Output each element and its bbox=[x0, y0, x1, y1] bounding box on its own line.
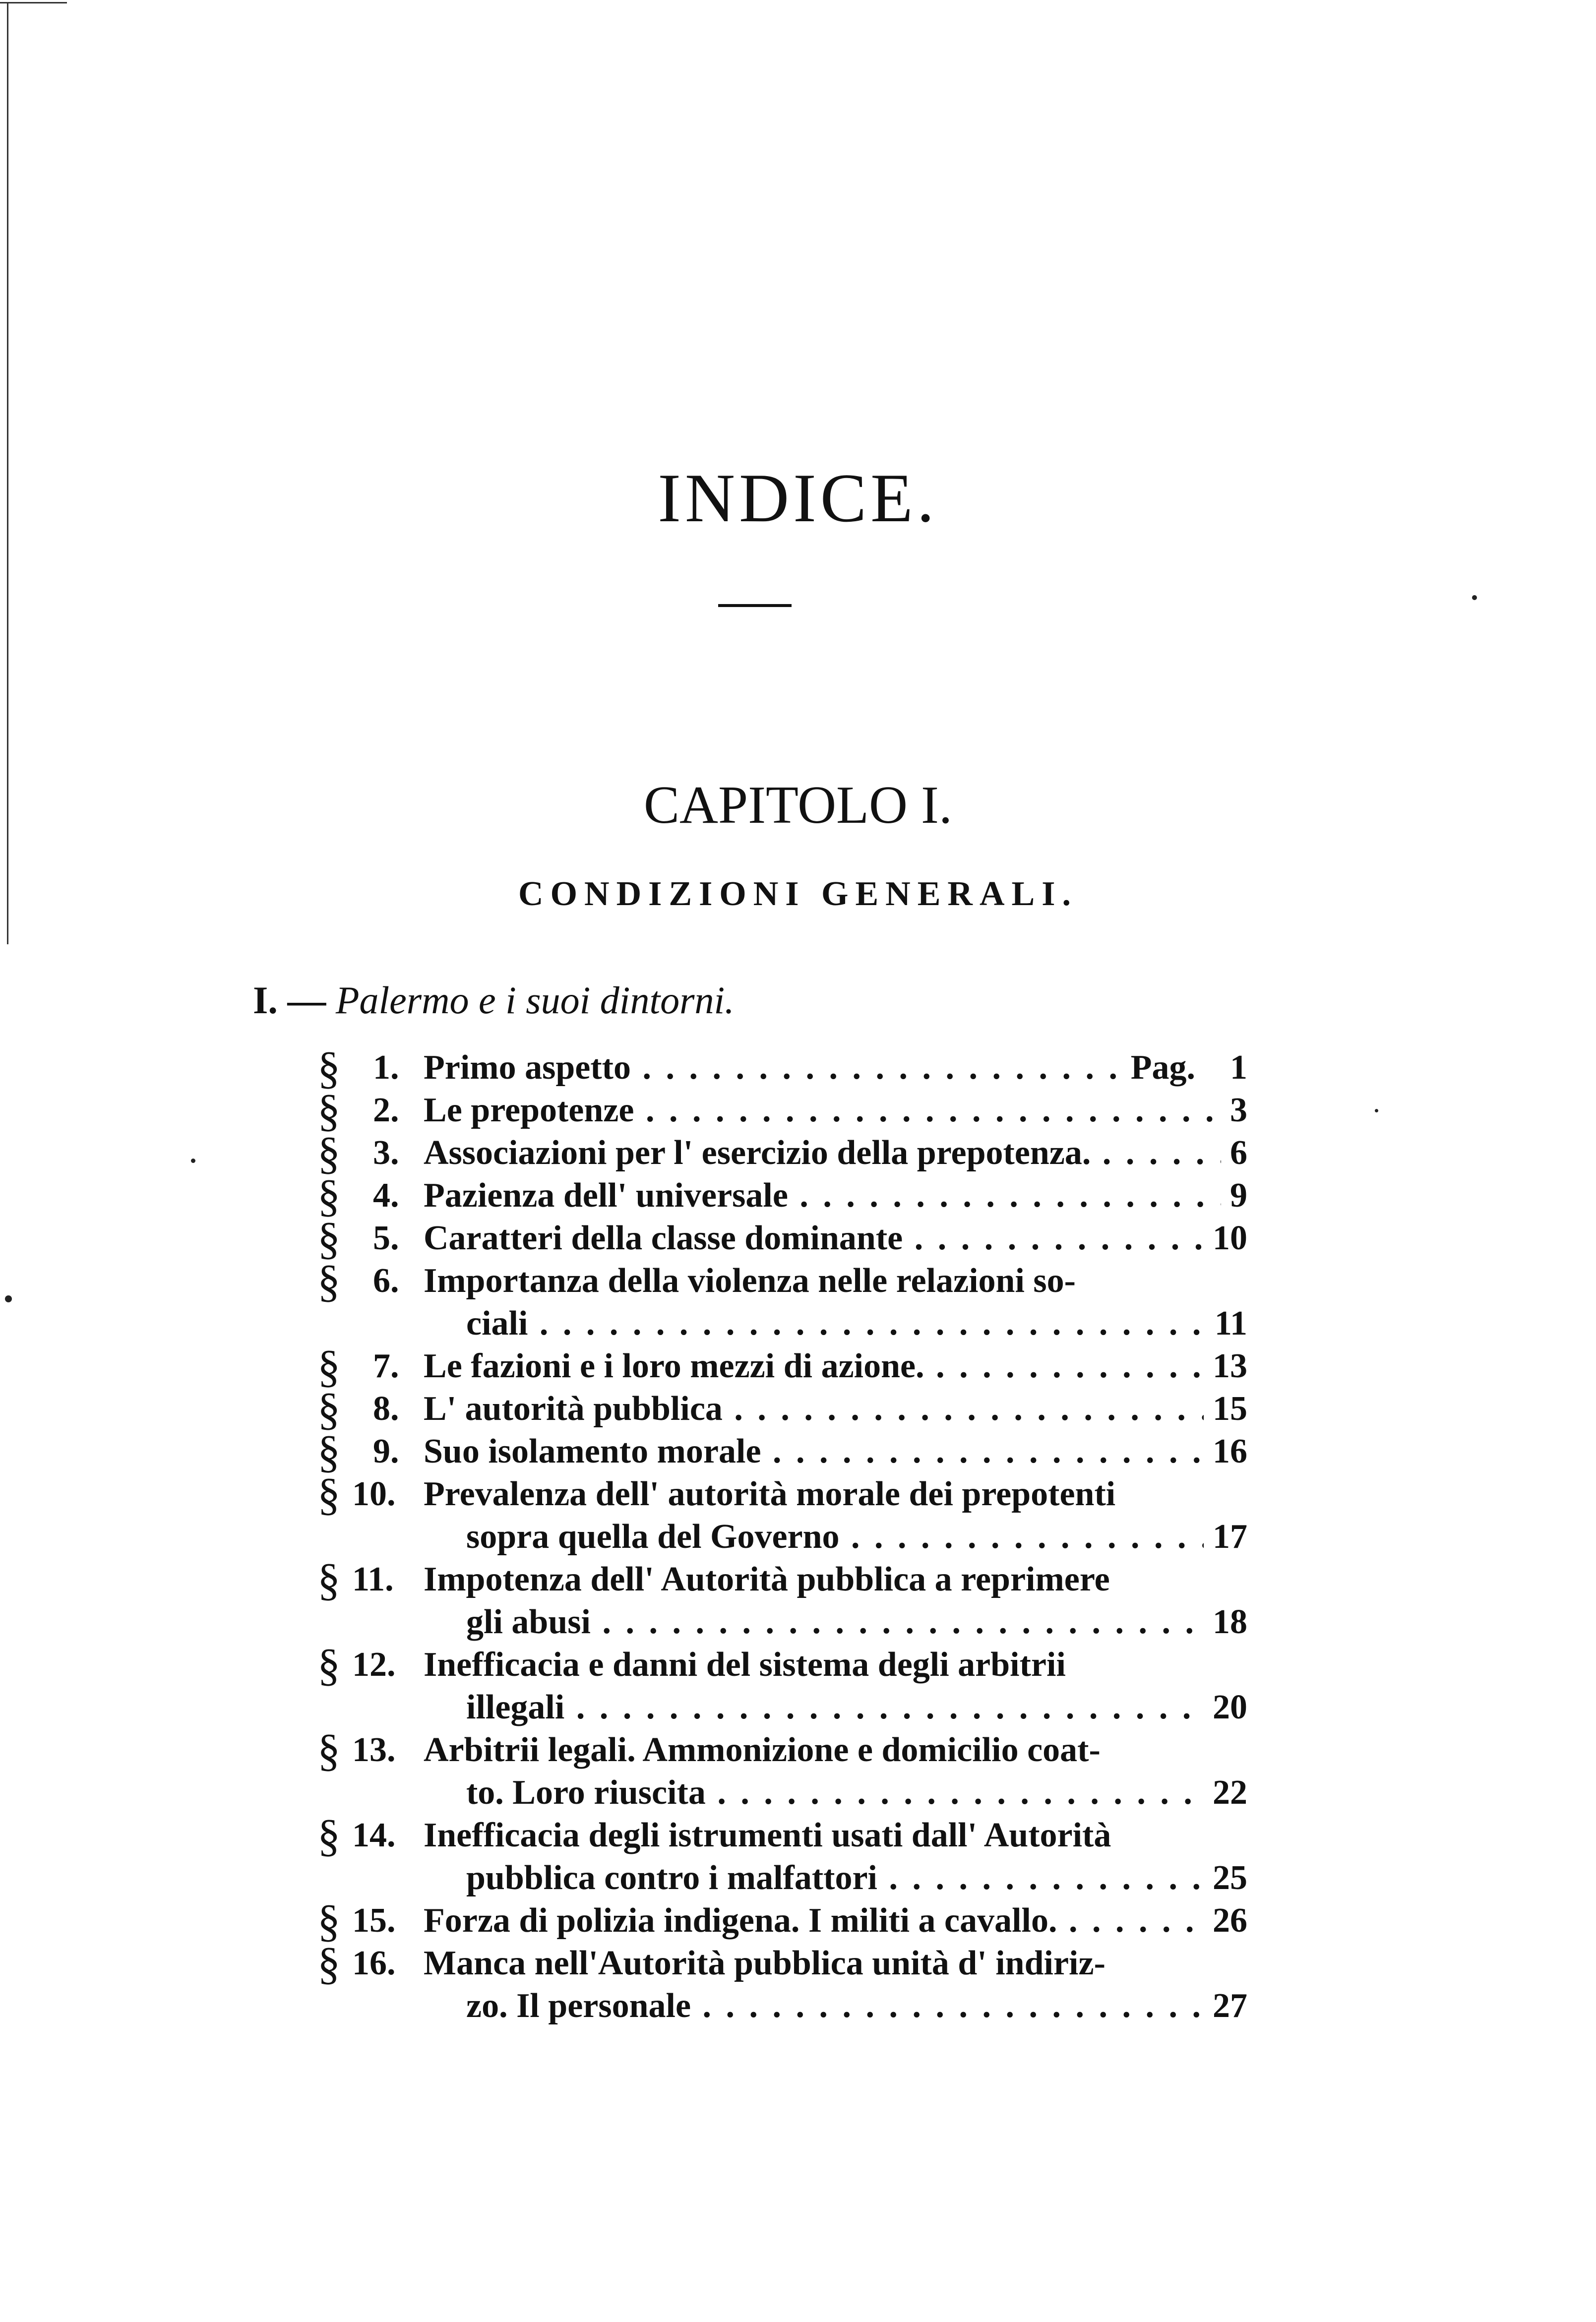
toc-entry-line bbox=[317, 1895, 1247, 1946]
toc-entry-page bbox=[1204, 1899, 1247, 1942]
toc-entry-line bbox=[317, 1516, 1247, 1558]
toc-entry-title: Forza di polizia indigena. I militi a cavallo. . . . bbox=[424, 1901, 1247, 1940]
toc-entry-line bbox=[317, 1857, 1247, 1899]
page-number: 22 bbox=[1213, 1773, 1247, 1812]
toc-entry-number: 7. bbox=[373, 1347, 399, 1385]
toc-entry-number: 8. bbox=[373, 1390, 399, 1428]
toc-entry-title: Associazioni per l' esercizio della prepotenza. . . . bbox=[424, 1134, 1247, 1172]
toc-entry-number: 16. bbox=[352, 1944, 396, 1982]
toc-entry bbox=[317, 1810, 1247, 1899]
section-sign-icon: § bbox=[317, 1810, 340, 1861]
page-title: INDICE. bbox=[658, 460, 938, 537]
section-sign-icon: § bbox=[317, 1042, 340, 1093]
toc-entry-number: 2. bbox=[373, 1091, 399, 1129]
title-divider bbox=[718, 604, 792, 607]
toc-entry-page bbox=[1204, 1772, 1247, 1814]
toc-entry-line bbox=[317, 1640, 1247, 1690]
page-number: 9 bbox=[1230, 1176, 1247, 1215]
toc-entry-title: L' autorità pubblica . . . bbox=[424, 1390, 1247, 1428]
toc-entry-line bbox=[317, 1938, 1247, 1989]
toc-entry-title: Pazienza dell' universale . . . bbox=[424, 1176, 1247, 1215]
toc-entry-page bbox=[1221, 1174, 1247, 1217]
section-sign-icon: § bbox=[317, 1170, 340, 1221]
section-sign-icon: § bbox=[317, 1895, 340, 1946]
toc-entry bbox=[317, 1469, 1247, 1558]
toc-entry-number: 9. bbox=[373, 1432, 399, 1470]
section-sign-icon: § bbox=[317, 1384, 340, 1434]
toc-entry-page bbox=[1204, 1686, 1247, 1729]
toc-entry-page bbox=[1221, 1089, 1247, 1132]
toc-entry bbox=[317, 1640, 1247, 1729]
page-number: 3 bbox=[1230, 1091, 1247, 1129]
toc-entry-page bbox=[1122, 1046, 1247, 1089]
toc-entry-number: 10. bbox=[352, 1475, 396, 1513]
toc-entry-title: to. Loro riuscita . . . bbox=[466, 1773, 1247, 1812]
toc-entry-title: gli abusi . . . bbox=[466, 1603, 1247, 1641]
toc-entry-number: 13. bbox=[352, 1731, 396, 1769]
toc-entry bbox=[317, 1938, 1247, 2027]
toc-entry-number: 6. bbox=[373, 1262, 399, 1300]
toc-entry-number: 14. bbox=[352, 1816, 396, 1854]
toc-entry-title: Prevalenza dell' autorità morale dei prepotenti bbox=[424, 1475, 1116, 1513]
toc-entry-page bbox=[1204, 1345, 1247, 1388]
toc-entry-title: Manca nell'Autorità pubblica unità d' indiriz- bbox=[424, 1944, 1105, 1982]
section-sign-icon: § bbox=[317, 1256, 340, 1306]
toc-entry-line bbox=[317, 1554, 1247, 1605]
section-heading bbox=[253, 978, 735, 1022]
toc-entry-page bbox=[1204, 1857, 1247, 1899]
scan-speck bbox=[1375, 1109, 1378, 1112]
toc-entry-page bbox=[1204, 1430, 1247, 1473]
page-number: 10 bbox=[1213, 1219, 1247, 1257]
toc-entry-title: Suo isolamento morale . . . bbox=[424, 1432, 1247, 1470]
toc-entry-line bbox=[317, 1772, 1247, 1814]
page-number: 26 bbox=[1213, 1901, 1247, 1940]
toc-entry bbox=[317, 1085, 1247, 1136]
section-sign-icon: § bbox=[317, 1128, 340, 1178]
toc-entry-line bbox=[317, 1085, 1247, 1136]
page-label: Pag. bbox=[1130, 1048, 1195, 1087]
toc-entry-page bbox=[1204, 1217, 1247, 1260]
page-number: 20 bbox=[1213, 1688, 1247, 1726]
toc-entry-line bbox=[317, 1601, 1247, 1644]
section-sign-icon: § bbox=[317, 1426, 340, 1477]
chapter-heading: CAPITOLO I. bbox=[643, 776, 952, 835]
toc-entry-title: sopra quella del Governo . . . bbox=[466, 1518, 1247, 1556]
toc-entry bbox=[317, 1725, 1247, 1814]
page-number: 16 bbox=[1213, 1432, 1247, 1470]
toc-entry-line bbox=[317, 1302, 1247, 1345]
toc-entry bbox=[317, 1213, 1247, 1264]
toc-entry-title: Inefficacia degli istrumenti usati dall' Autorità bbox=[424, 1816, 1111, 1854]
toc-entry-page bbox=[1204, 1388, 1247, 1430]
section-sign-icon: § bbox=[317, 1085, 340, 1136]
page-number: 1 bbox=[1230, 1048, 1247, 1087]
section-title: Palermo e i suoi dintorni. bbox=[335, 978, 735, 1022]
page-number: 15 bbox=[1213, 1390, 1247, 1428]
toc-entry-line bbox=[317, 1686, 1247, 1729]
toc-entry-title: Inefficacia e danni del sistema degli arbitrii bbox=[424, 1646, 1066, 1684]
toc-entry-number: 4. bbox=[373, 1176, 399, 1215]
toc-entry-page bbox=[1206, 1302, 1247, 1345]
toc-entry bbox=[317, 1895, 1247, 1946]
page-number: 18 bbox=[1213, 1603, 1247, 1641]
toc-entry bbox=[317, 1554, 1247, 1644]
scan-speck bbox=[1472, 595, 1477, 600]
toc-entry-title: Caratteri della classe dominante . . . bbox=[424, 1219, 1247, 1257]
toc-entry-page bbox=[1204, 1601, 1247, 1644]
toc-entry-number: 3. bbox=[373, 1134, 399, 1172]
page-number: 25 bbox=[1213, 1859, 1247, 1897]
toc-entry-page bbox=[1204, 1985, 1247, 2027]
toc-entry-number: 1. bbox=[373, 1048, 399, 1087]
toc-entry-line bbox=[317, 1256, 1247, 1306]
toc-entry-number: 5. bbox=[373, 1219, 399, 1257]
toc-entry bbox=[317, 1042, 1247, 1093]
toc-entry-title: zo. Il personale . . . bbox=[466, 1987, 1247, 2025]
section-sign-icon: § bbox=[317, 1341, 340, 1392]
section-sign-icon: § bbox=[317, 1469, 340, 1520]
toc-entry-title: Arbitrii legali. Ammonizione e domicilio coat- bbox=[424, 1731, 1101, 1769]
chapter-subtitle: CONDIZIONI GENERALI. bbox=[518, 875, 1078, 913]
page-number: 13 bbox=[1213, 1347, 1247, 1385]
section-sign-icon: § bbox=[317, 1725, 340, 1775]
toc-entry-title: illegali . . . bbox=[466, 1688, 1247, 1726]
toc-entry-line bbox=[317, 1810, 1247, 1861]
toc-entry-line bbox=[317, 1170, 1247, 1221]
section-sign-icon: § bbox=[317, 1213, 340, 1264]
toc-entry-title: Impotenza dell' Autorità pubblica a reprimere bbox=[424, 1560, 1110, 1598]
section-number: I. — bbox=[253, 978, 326, 1022]
toc-entry-line bbox=[317, 1341, 1247, 1392]
toc-entry bbox=[317, 1426, 1247, 1477]
toc-entry bbox=[317, 1384, 1247, 1434]
toc-entry-line bbox=[317, 1213, 1247, 1264]
toc-entry-title: Importanza della violenza nelle relazioni so- bbox=[424, 1262, 1076, 1300]
toc-entry-line bbox=[317, 1725, 1247, 1775]
toc-entry-page bbox=[1204, 1516, 1247, 1558]
toc-entry bbox=[317, 1256, 1247, 1345]
scan-speck bbox=[191, 1159, 195, 1163]
section-sign-icon: § bbox=[317, 1938, 340, 1989]
toc-entry-line bbox=[317, 1469, 1247, 1520]
table-of-contents bbox=[317, 1042, 1247, 2027]
toc-entry bbox=[317, 1170, 1247, 1221]
toc-entry bbox=[317, 1341, 1247, 1392]
toc-entry-line bbox=[317, 1042, 1247, 1093]
toc-entry-title: ciali . . . bbox=[466, 1304, 1247, 1343]
toc-entry-number: 11. bbox=[352, 1560, 394, 1598]
toc-entry-line bbox=[317, 1426, 1247, 1477]
toc-entry-title: Primo aspetto . . . bbox=[424, 1048, 1247, 1087]
toc-entry-number: 15. bbox=[352, 1901, 396, 1940]
page-number: 11 bbox=[1214, 1304, 1247, 1343]
page-number: 17 bbox=[1213, 1518, 1247, 1556]
scan-edge-top bbox=[0, 2, 67, 3]
toc-entry-number: 12. bbox=[352, 1646, 396, 1684]
toc-entry-title: Le fazioni e i loro mezzi di azione. . . . bbox=[424, 1347, 1247, 1385]
page-number: 27 bbox=[1213, 1987, 1247, 2025]
toc-entry-title: Le prepotenze . . . bbox=[424, 1091, 1247, 1129]
toc-entry-line bbox=[317, 1128, 1247, 1178]
toc-entry-line bbox=[317, 1384, 1247, 1434]
page-number: 6 bbox=[1230, 1134, 1247, 1172]
toc-entry-page bbox=[1221, 1132, 1247, 1174]
section-sign-icon: § bbox=[317, 1640, 340, 1690]
toc-entry-line bbox=[317, 1985, 1247, 2027]
section-sign-icon: § bbox=[317, 1554, 340, 1605]
scan-speck bbox=[5, 1295, 12, 1302]
toc-entry-title: pubblica contro i malfattori . . . bbox=[466, 1859, 1247, 1897]
toc-entry bbox=[317, 1128, 1247, 1178]
